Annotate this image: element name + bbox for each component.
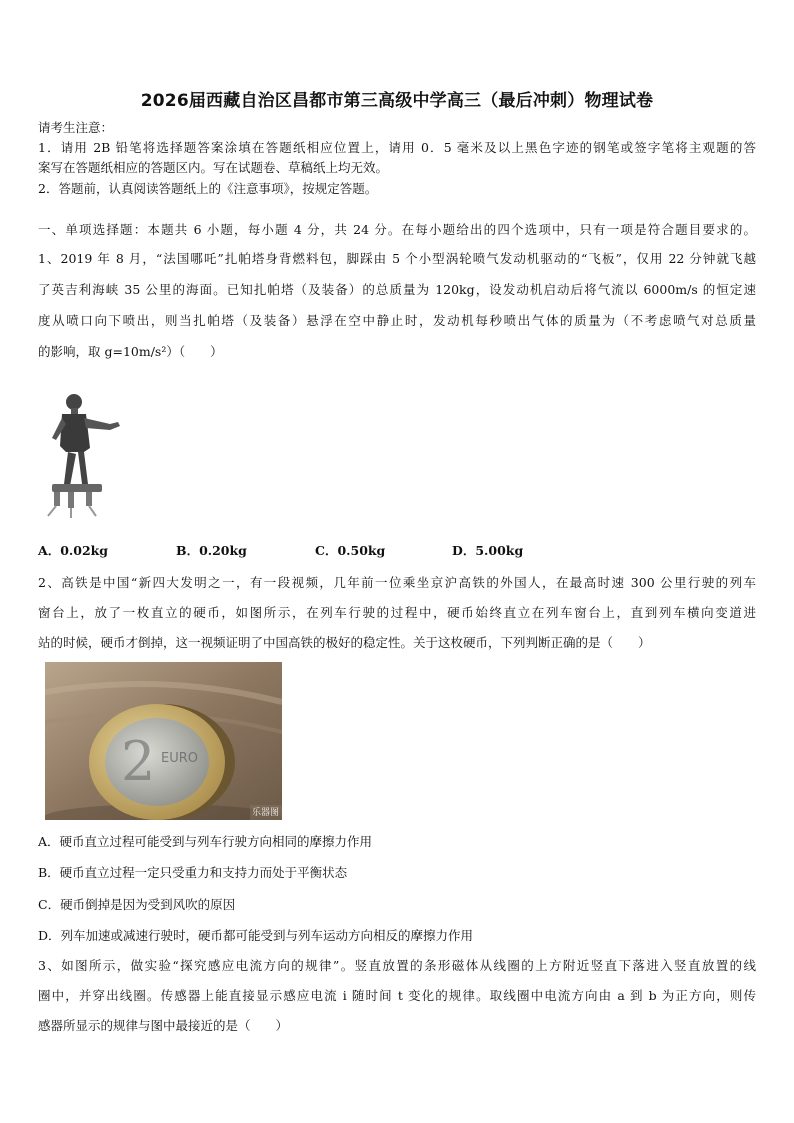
- q1-option-a: A．0.02kg: [38, 543, 109, 558]
- q2-line-3: 站的时候，硬币才倒掉，这一视频证明了中国高铁的极好的稳定性。关于这枚硬币，下列判断正确的是（ ）: [38, 635, 651, 650]
- notice-item-1-cont: 案写在答题纸相应的答题区内。写在试题卷、草稿纸上均无效。: [38, 160, 389, 175]
- q1-option-c: C．0.50kg: [315, 543, 386, 558]
- q2-option-b: B．硬币直立过程一定只受重力和支持力而处于平衡状态: [38, 865, 348, 880]
- q1-line-3: 度从喷口向下喷出，则当扎帕塔（及装备）悬浮在空中静止时，发动机每秒喷出气体的质量为（不考虑喷气对总质量: [38, 313, 756, 328]
- q2-option-a: A．硬币直立过程可能受到与列车行驶方向相同的摩擦力作用: [38, 834, 373, 849]
- notice-item-2: 2．答题前，认真阅读答题纸上的《注意事项》，按规定答题。: [38, 181, 378, 196]
- q2-option-c: C．硬币倒掉是因为受到风吹的原因: [38, 897, 236, 912]
- q1-option-b: B．0.20kg: [176, 543, 247, 558]
- q1-line-4: 的影响，取 g=10m/s²）（ ）: [38, 344, 223, 359]
- section-heading: 一、单项选择题：本题共 6 小题，每小题 4 分，共 24 分。在每小题给出的四个选项中，只有一项是符合题目要求的。: [38, 222, 756, 237]
- q1-line-1: 1、2019 年 8 月，“法国哪吒”扎帕塔身背燃料包，脚踩由 5 个小型涡轮喷气发动机驱动的“飞板”，仅用 22 分钟就飞越: [38, 251, 756, 266]
- flyboard-pilot-figure: [38, 388, 128, 520]
- q1-line-2: 了英吉利海峡 35 公里的海面。已知扎帕塔（及装备）的总质量为 120kg，设发动机启动后将气流以 6000m/s 的恒定速: [38, 282, 756, 297]
- q2-line-1: 2、高铁是中国“新四大发明之一，有一段视频，几年前一位乘坐京沪高铁的外国人，在最高时速 300 公里行驶的列车: [38, 575, 756, 590]
- svg-text:2: 2: [121, 730, 156, 793]
- q1-option-d: D．5.00kg: [452, 543, 524, 558]
- notice-item-1: 1．请用 2B 铅笔将选择题答案涂填在答题纸相应位置上，请用 0．5 毫米及以上黑色字迹的钢笔或签字笔将主观题的答: [38, 140, 756, 155]
- q2-option-d: D．列车加速或减速行驶时，硬币都可能受到与列车运动方向相反的摩擦力作用: [38, 928, 474, 943]
- watermark-label: 乐器图: [251, 808, 279, 818]
- page-title: 2026届西藏自治区昌都市第三高级中学高三（最后冲刺）物理试卷: [140, 91, 654, 111]
- q3-line-1: 3、如图所示，做实验“探究感应电流方向的规律”。竖直放置的条形磁体从线圈的上方附近竖直下落进入竖直放置的线: [38, 958, 756, 973]
- q3-line-3: 感器所显示的规律与图中最接近的是（ ）: [38, 1018, 289, 1033]
- notice-heading: 请考生注意：: [38, 120, 114, 135]
- q3-line-2: 圈中，并穿出线圈。传感器上能直接显示感应电流 i 随时间 t 变化的规律。取线圈中电流方向由 a 到 b 为正方向，则传: [38, 988, 756, 1003]
- q2-line-2: 窗台上，放了一枚直立的硬币，如图所示，在列车行驶的过程中，硬币始终直立在列车窗台上，直到列车横向变道进: [38, 605, 756, 620]
- coin-photo: [45, 662, 282, 820]
- svg-text:EURO: EURO: [161, 751, 198, 766]
